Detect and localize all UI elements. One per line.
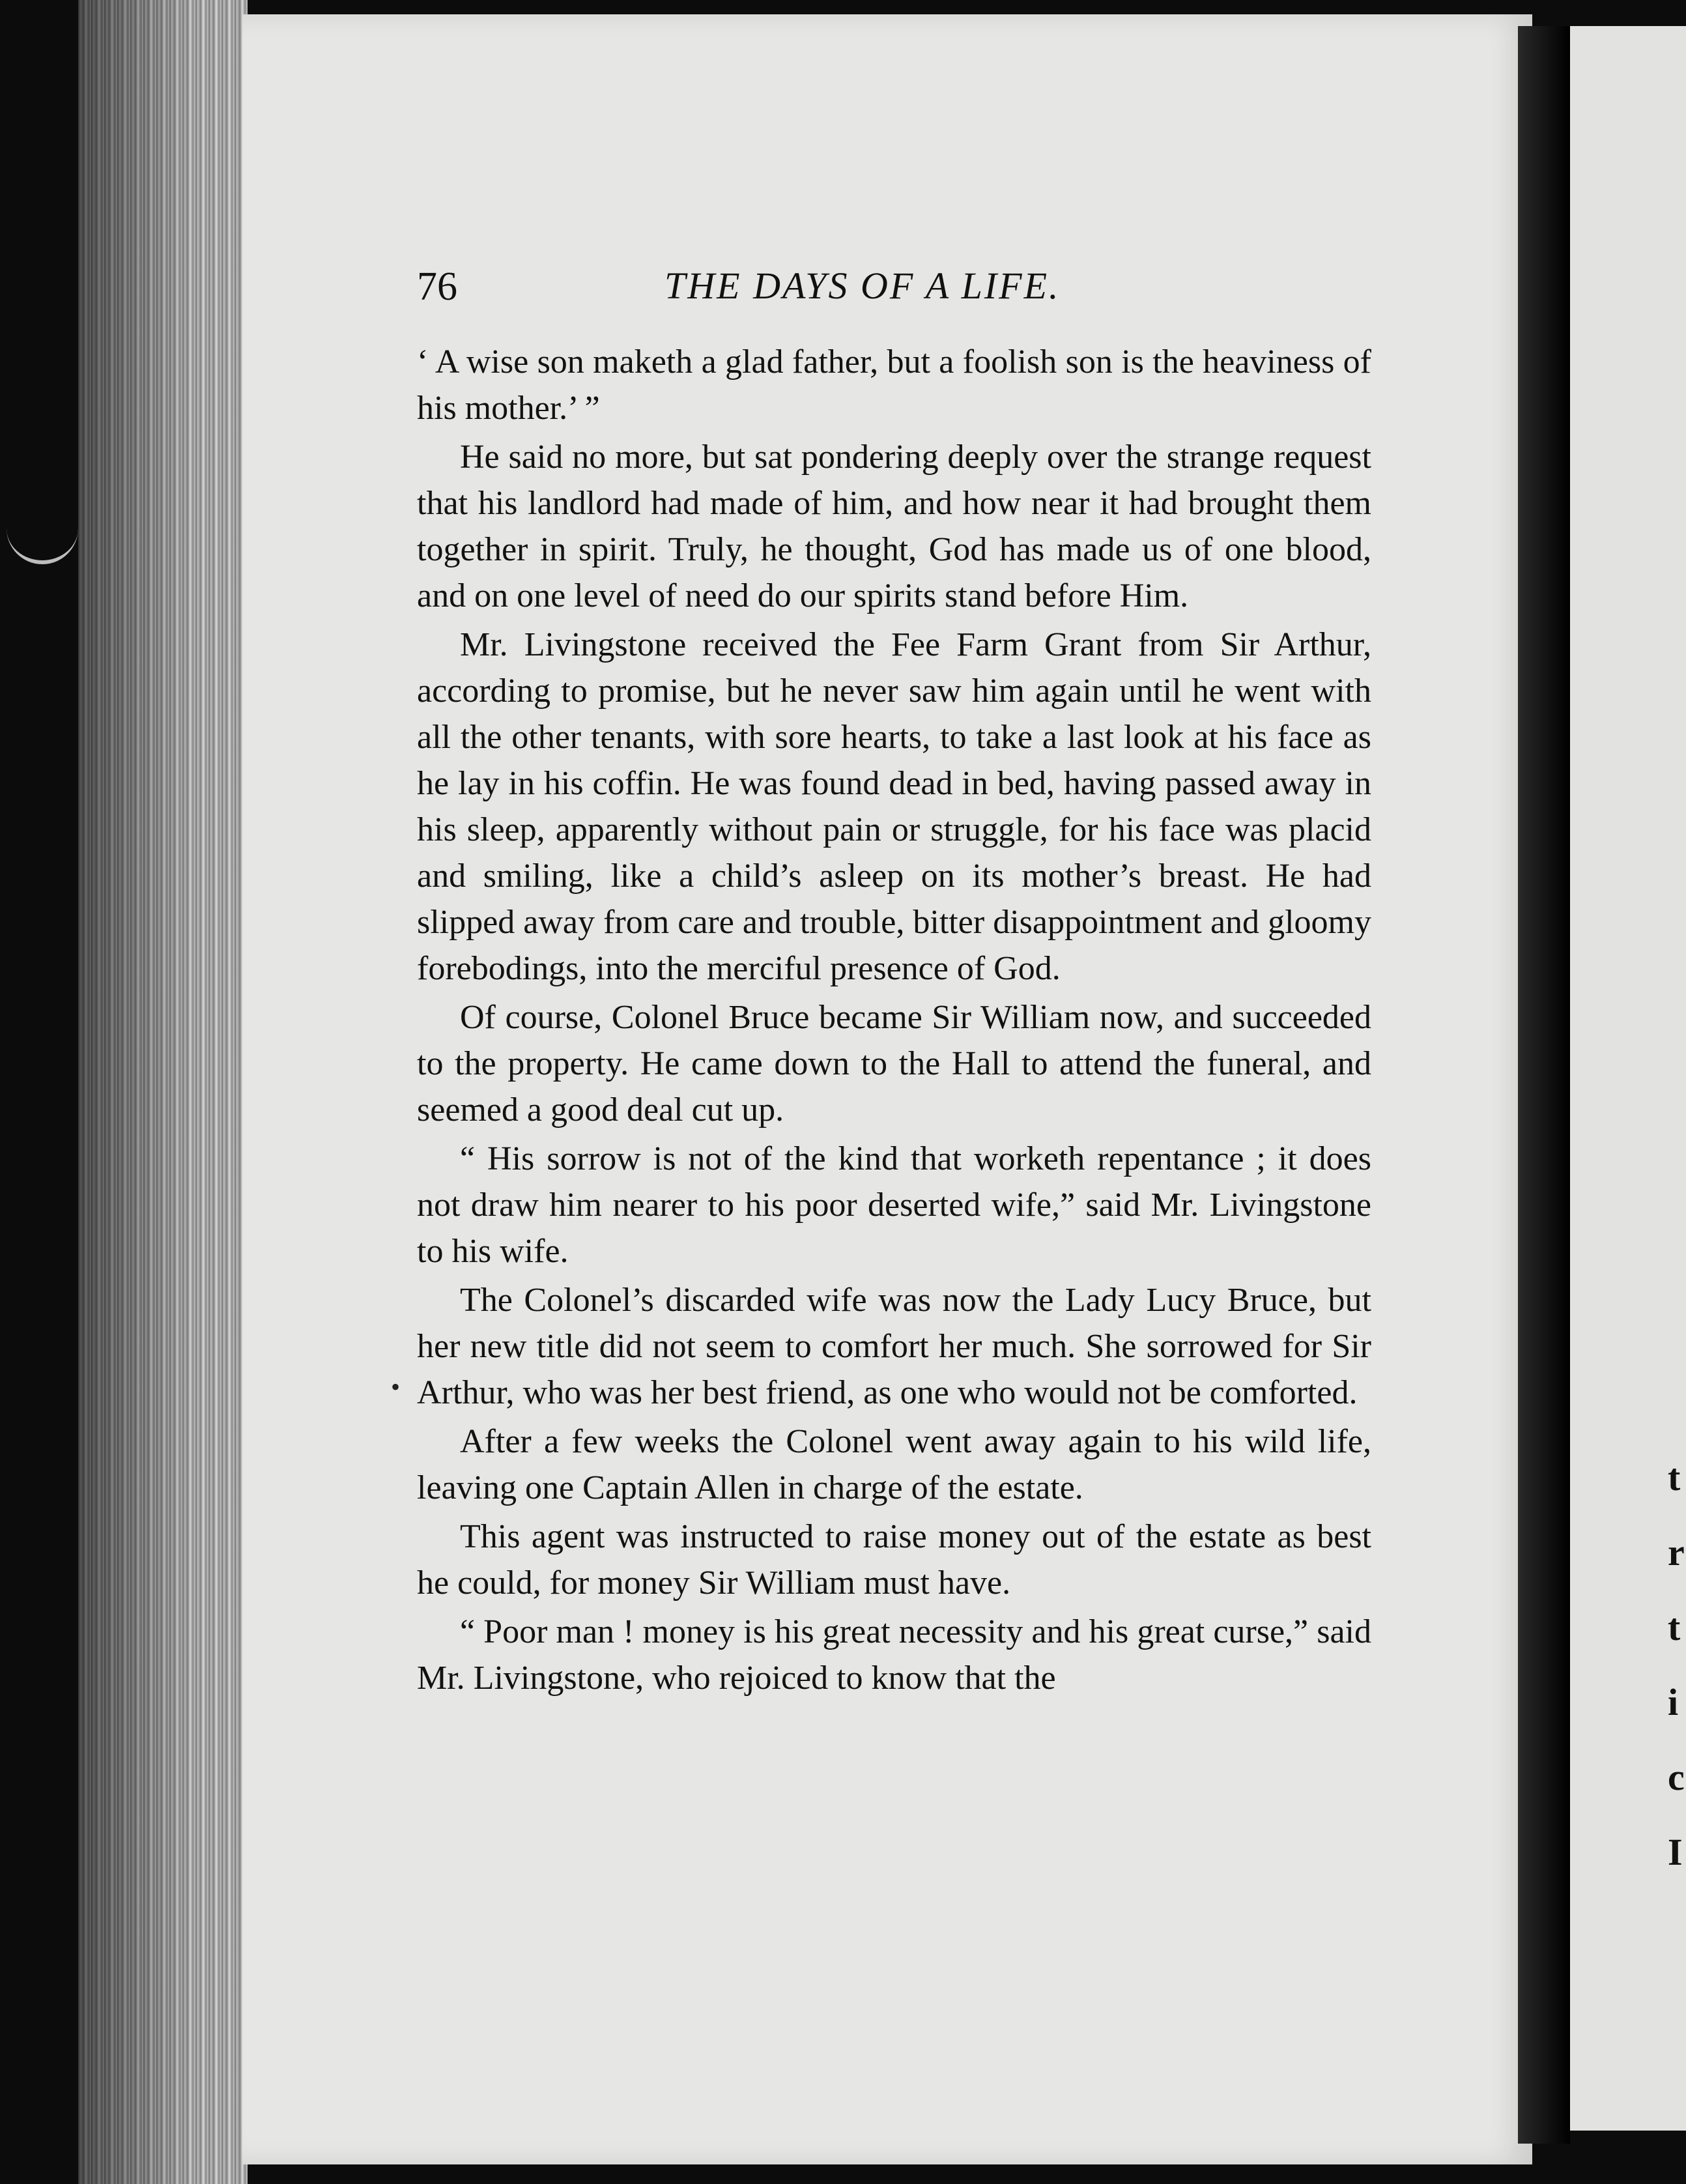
next-page-letter: r bbox=[1668, 1531, 1685, 1573]
paragraph: “ His sorrow is not of the kind that worketh repentance ; it does not draw him nearer to his poor deserted wife,” said Mr. Livingstone to his wife. bbox=[417, 1140, 1371, 1270]
paragraph: Mr. Livingstone received the Fee Farm Grant from Sir Arthur, according to promise, but he never saw him again until he went with all the other tenants, with sore hearts, to take a last look at his face as he lay in his coffin. He was found dead in bed, having passed away in his sleep, apparently without pain or struggle, for his face was placid and smiling, like a child’s asleep on its mother’s breast. He had slipped away from care and trouble, bitter disappointment and gloomy forebodings, into the merciful presence of God. bbox=[417, 626, 1371, 987]
body-text bbox=[417, 339, 1371, 1704]
next-page-letter: I bbox=[1668, 1831, 1683, 1873]
paragraph: He said no more, but sat pondering deeply over the strange request that his landlord had made of him, and how near it had brought them together in spirit. Truly, he thought, God has made us of one blood, and on one level of need do our spirits stand before Him. bbox=[417, 438, 1371, 614]
next-page-letter: i bbox=[1668, 1681, 1679, 1723]
next-page-letter: c bbox=[1668, 1756, 1685, 1798]
page-header bbox=[417, 264, 1368, 323]
page-number: 76 bbox=[417, 265, 457, 309]
paragraph: Of course, Colonel Bruce became Sir William now, and succeeded to the property. He came down to the Hall to attend the funeral, and seemed a good deal cut up. bbox=[417, 999, 1371, 1128]
paragraph: After a few weeks the Colonel went away again to his wild life, leaving one Captain Allen in charge of the estate. bbox=[417, 1423, 1371, 1506]
margin-dot: • bbox=[391, 1372, 401, 1401]
page-edges-shadow bbox=[78, 0, 248, 2184]
next-page-letters bbox=[1668, 1440, 1686, 1889]
paragraph: ‘ A wise son maketh a glad father, but a foolish son is the heaviness of his mother.’ ” bbox=[417, 343, 1371, 427]
margin-bracket-mark bbox=[7, 515, 78, 564]
paragraph: This agent was instructed to raise money out of the estate as best he could, for money Sir William must have. bbox=[417, 1518, 1371, 1602]
paragraph: The Colonel’s discarded wife was now the Lady Lucy Bruce, but her new title did not seem to comfort her much. She sorrowed for Sir Arthur, who was her best friend, as one who would not be comforted. bbox=[417, 1282, 1371, 1411]
paragraph: “ Poor man ! money is his great necessity and his great curse,” said Mr. Livingstone, who rejoiced to know that the bbox=[417, 1613, 1371, 1697]
running-title: THE DAYS OF A LIFE. bbox=[664, 265, 1061, 307]
next-page-letter: t bbox=[1668, 1456, 1681, 1499]
next-page-letter: t bbox=[1668, 1606, 1681, 1648]
book-gutter bbox=[1518, 26, 1570, 2144]
